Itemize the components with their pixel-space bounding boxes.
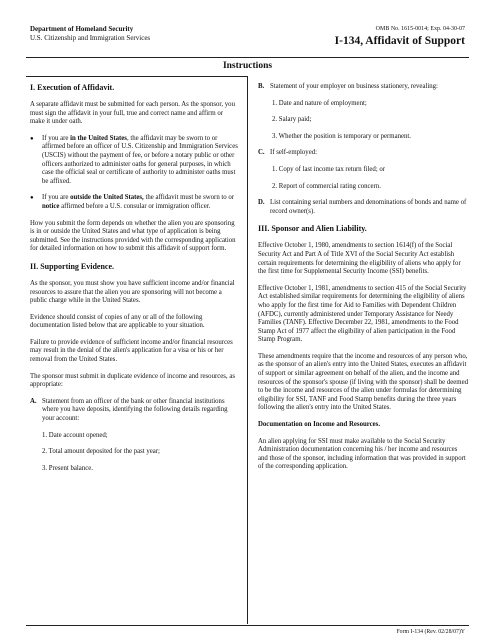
bullet-text: the affidavit must be sworn to or: [143, 194, 235, 202]
item-text: List containing serial numbers and denominations of bonds and name of record owner(s).: [270, 199, 467, 215]
paragraph: How you submit the form depends on whether the alien you are sponsoring is in or outside the United States and what type of application is being submitted. See the instructions provided with the corresponding application for detailed information on how to submit this affidavit of support form.: [30, 219, 236, 253]
bullet-icon: ●: [30, 195, 34, 202]
left-column-rule: [26, 76, 247, 77]
bullet-text: If you are: [42, 134, 71, 142]
bullet-text: , the affidavit may be sworn to or affirmed before an officer of U.S. Citizenship and Immigration Services (USCIS) without the payment of fee, or before a notary public or other officers authorized to administer oaths for general purposes, in which case the official seal or certificate of authority to administer oaths must be affixed.: [42, 134, 238, 185]
list-item: [258, 83, 468, 92]
sub-item: 3. Present balance.: [42, 464, 93, 472]
sub-item: 2. Total amount deposited for the past year;: [42, 448, 160, 456]
header-rule: [26, 57, 469, 58]
paragraph: Failure to provide evidence of sufficient income and/or financial resources may result in the denial of the alien's application for a visa or his or her removal from the United States.: [30, 338, 233, 364]
bullet-text-bold: in the United States: [70, 134, 127, 142]
department-name: Department of Homeland Security: [30, 25, 134, 33]
item-label: A.: [30, 397, 37, 405]
item-label: D.: [258, 199, 265, 207]
sub-item: 3. Whether the position is temporary or permanent.: [272, 132, 411, 140]
item-text: Statement from an officer of the bank or other financial institutions where you have deposits, identifying the following details regarding your account:: [42, 397, 228, 423]
paragraph: A separate affidavit must be submitted for each person. As the sponsor, you must sign the affidavit in your full, true and correct name and affirm or make it under oath.: [30, 101, 235, 126]
bullet-text: If you are: [42, 194, 71, 202]
sub-item: 1. Date and nature of employment;: [272, 99, 367, 107]
footer-rule: [26, 625, 469, 626]
form-title: I-134, Affidavit of Support: [334, 35, 465, 47]
form-revision: Form I-134 (Rev. 02/28/07)Y: [396, 629, 465, 635]
left-column: [30, 83, 238, 481]
sub-item: 2. Report of commercial rating concern.: [272, 182, 381, 190]
paragraph: These amendments require that the income and resources of any person who, as the sponsor of an alien's entry into the United States, executes an affidavit of support or similar agreement on behalf of the alien, and the income and resources of the sponsor's spouse (if living with the sponsor) shall be deemed to be the income and resources of the alien under formulas for determining eligibility for SSI, TANF and Food Stamp benefits during the three years following the alien's entry into the United States.: [258, 352, 468, 412]
bullet-text: affirmed before a U.S. consular or immigration officer.: [59, 202, 211, 210]
right-column: [258, 83, 468, 480]
list-item: [258, 199, 468, 216]
agency-header: [30, 25, 150, 43]
list-item: [258, 149, 468, 158]
section-heading-evidence: II. Supporting Evidence.: [30, 261, 115, 271]
agency-name: U.S. Citizenship and Immigration Services: [30, 34, 151, 42]
bullet-text-bold: outside the United States,: [70, 194, 144, 202]
bullet-item: [30, 135, 238, 187]
paragraph: Evidence should consist of copies of any or all of the following documentation listed below that are applicable to your situation.: [30, 313, 205, 330]
paragraph: Effective October 1, 1981, amendments to section 415 of the Social Security Act established similar requirements for determining the eligibility of aliens who apply for the first time for Aid to Families with Dependent Children (AFDC), currently administered under Temporary Assistance for Needy Families (TANF). Effective December 22, 1981, amendments to the Food Stamp Act of 1977 affect the eligibility of alien participation in the Food Stamp Program.: [258, 284, 467, 344]
sub-item: 2. Salary paid;: [272, 116, 312, 124]
sub-item: 1. Copy of last income tax return filed; or: [272, 165, 386, 173]
item-text: Statement of your employer on business stationery, revealing:: [270, 83, 438, 90]
subheading-documentation: Documentation on Income and Resources.: [258, 421, 381, 429]
paragraph: An alien applying for SSI must make available to the Social Security Administration documentation concerning his / her income and resources and those of the sponsor, including information that was provided in support of the corresponding application.: [258, 437, 466, 471]
bullet-text-bold: notice: [42, 202, 60, 210]
bullet-icon: ●: [30, 135, 34, 142]
paragraph: The sponsor must submit in duplicate evidence of income and resources, as appropriate:: [30, 372, 235, 389]
omb-number: OMB No. 1615-0014; Exp. 04-30-07: [375, 26, 465, 32]
sub-item: 1. Date account opened;: [42, 431, 108, 439]
section-heading-execution: I. Execution of Affidavit.: [30, 83, 115, 92]
list-item: [30, 398, 238, 424]
paragraph: Effective October 1, 1980, amendments to section 1614(f) of the Social Security Act and Part A of Title XVI of the Social Security Act establish certain requirements for determining the eligibility of aliens who apply for the first time for Supplemental Security Income (SSI) benefits.: [258, 242, 461, 276]
bullet-item: [30, 194, 238, 211]
instructions-title: Instructions: [222, 61, 273, 71]
form-header: [335, 25, 465, 48]
paragraph: As the sponsor, you must show you have sufficient income and/or financial resources to assure that the alien you are sponsoring will not become a public charge while in the United States.: [30, 279, 235, 305]
item-label: C.: [258, 149, 265, 157]
item-label: B.: [258, 83, 265, 90]
item-text: If self-employed:: [270, 149, 317, 157]
column-divider: [247, 76, 248, 624]
section-heading-liability: III. Sponsor and Alien Liability.: [258, 224, 367, 234]
